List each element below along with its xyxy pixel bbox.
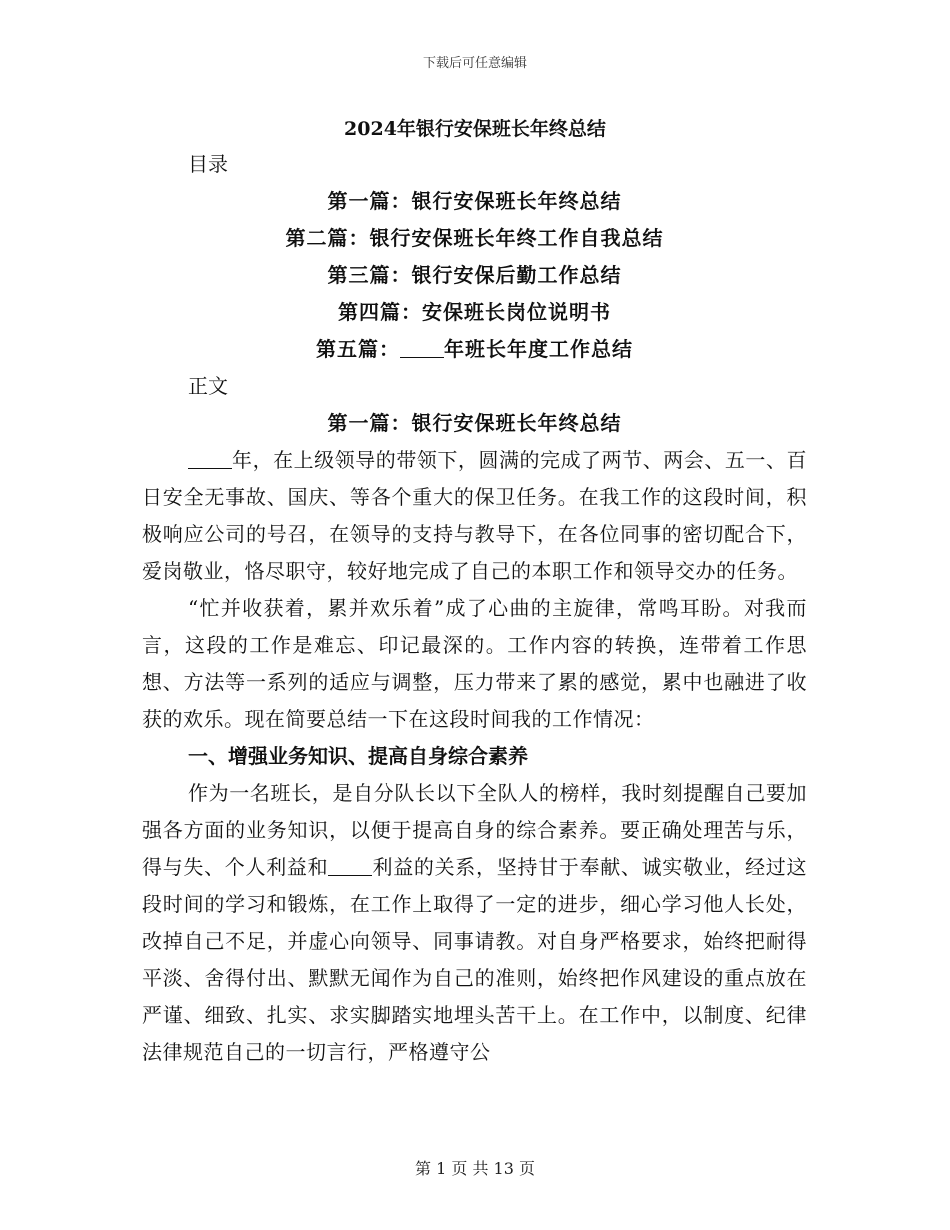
toc-label: 目录 [188, 152, 228, 176]
paragraph-3-text-a: 作为一名班长，是自分队长以下全队人的榜样，我时刻提醒自己要加强各方面的业务知识，以便于提高自身的综合素养。要正确处理苦与乐，得与失、个人利益和 [142, 781, 807, 879]
paragraph-2: “忙并收获着，累并欢乐着”成了心曲的主旋律，常鸣耳盼。对我而言，这段的工作是难忘、印记最深的。工作内容的转换，连带着工作思想、方法等一系列的适应与调整，压力带来了累的感觉，累中也融进了收获的欢乐。现在简要总结一下在这段时间我的工作情况： [142, 596, 807, 731]
toc-item-5 [142, 331, 807, 368]
toc-item-5-prefix: 第五篇： [316, 337, 400, 361]
blank-underline [188, 448, 232, 469]
paragraph-1 [142, 442, 807, 590]
document-body [142, 146, 807, 1071]
toc-item-3: 第三篇：银行安保后勤工作总结 [327, 263, 622, 287]
header-note: 下载后可任意编辑 [422, 56, 527, 71]
section-1-heading: 一、增强业务知识、提高自身综合素养 [188, 744, 528, 768]
part1-heading: 第一篇：银行安保班长年终总结 [327, 411, 622, 435]
body-label: 正文 [188, 374, 228, 398]
blank-underline [400, 337, 444, 358]
paragraph-3 [142, 775, 807, 1071]
paragraph-1-text: 年，在上级领导的带领下，圆满的完成了两节、两会、五一、百日安全无事故、国庆、等各个重大的保卫任务。在我工作的这段时间，积极响应公司的号召，在领导的支持与教导下，在各位同事的密切配合下，爱岗敬业，恪尽职守，较好地完成了自己的本职工作和领导交办的任务。 [142, 448, 807, 583]
paragraph-3-text-b: 利益的关系，坚持甘于奉献、诚实敬业，经过这段时间的学习和锻炼，在工作上取得了一定的进步，细心学习他人长处，改掉自己不足，并虚心向领导、同事请教。对自身严格要求，始终把耐得平淡、舍得付出、默默无闻作为自己的准则，始终把作风建设的重点放在严谨、细致、扎实、求实脚踏实地埋头苦干上。在工作中，以制度、纪律法律规范自己的一切言行，严格遵守公 [142, 855, 808, 1064]
toc-item-1: 第一篇：银行安保班长年终总结 [327, 189, 622, 213]
toc-item-2: 第二篇：银行安保班长年终工作自我总结 [285, 226, 664, 250]
page-footer: 第 1 页 共 13 页 [415, 1159, 535, 1178]
toc-item-4: 第四篇：安保班长岗位说明书 [338, 300, 611, 324]
document-title: 2024年银行安保班长年终总结 [344, 118, 606, 140]
blank-underline [328, 855, 372, 876]
toc-item-5-suffix: 年班长年度工作总结 [444, 337, 633, 361]
